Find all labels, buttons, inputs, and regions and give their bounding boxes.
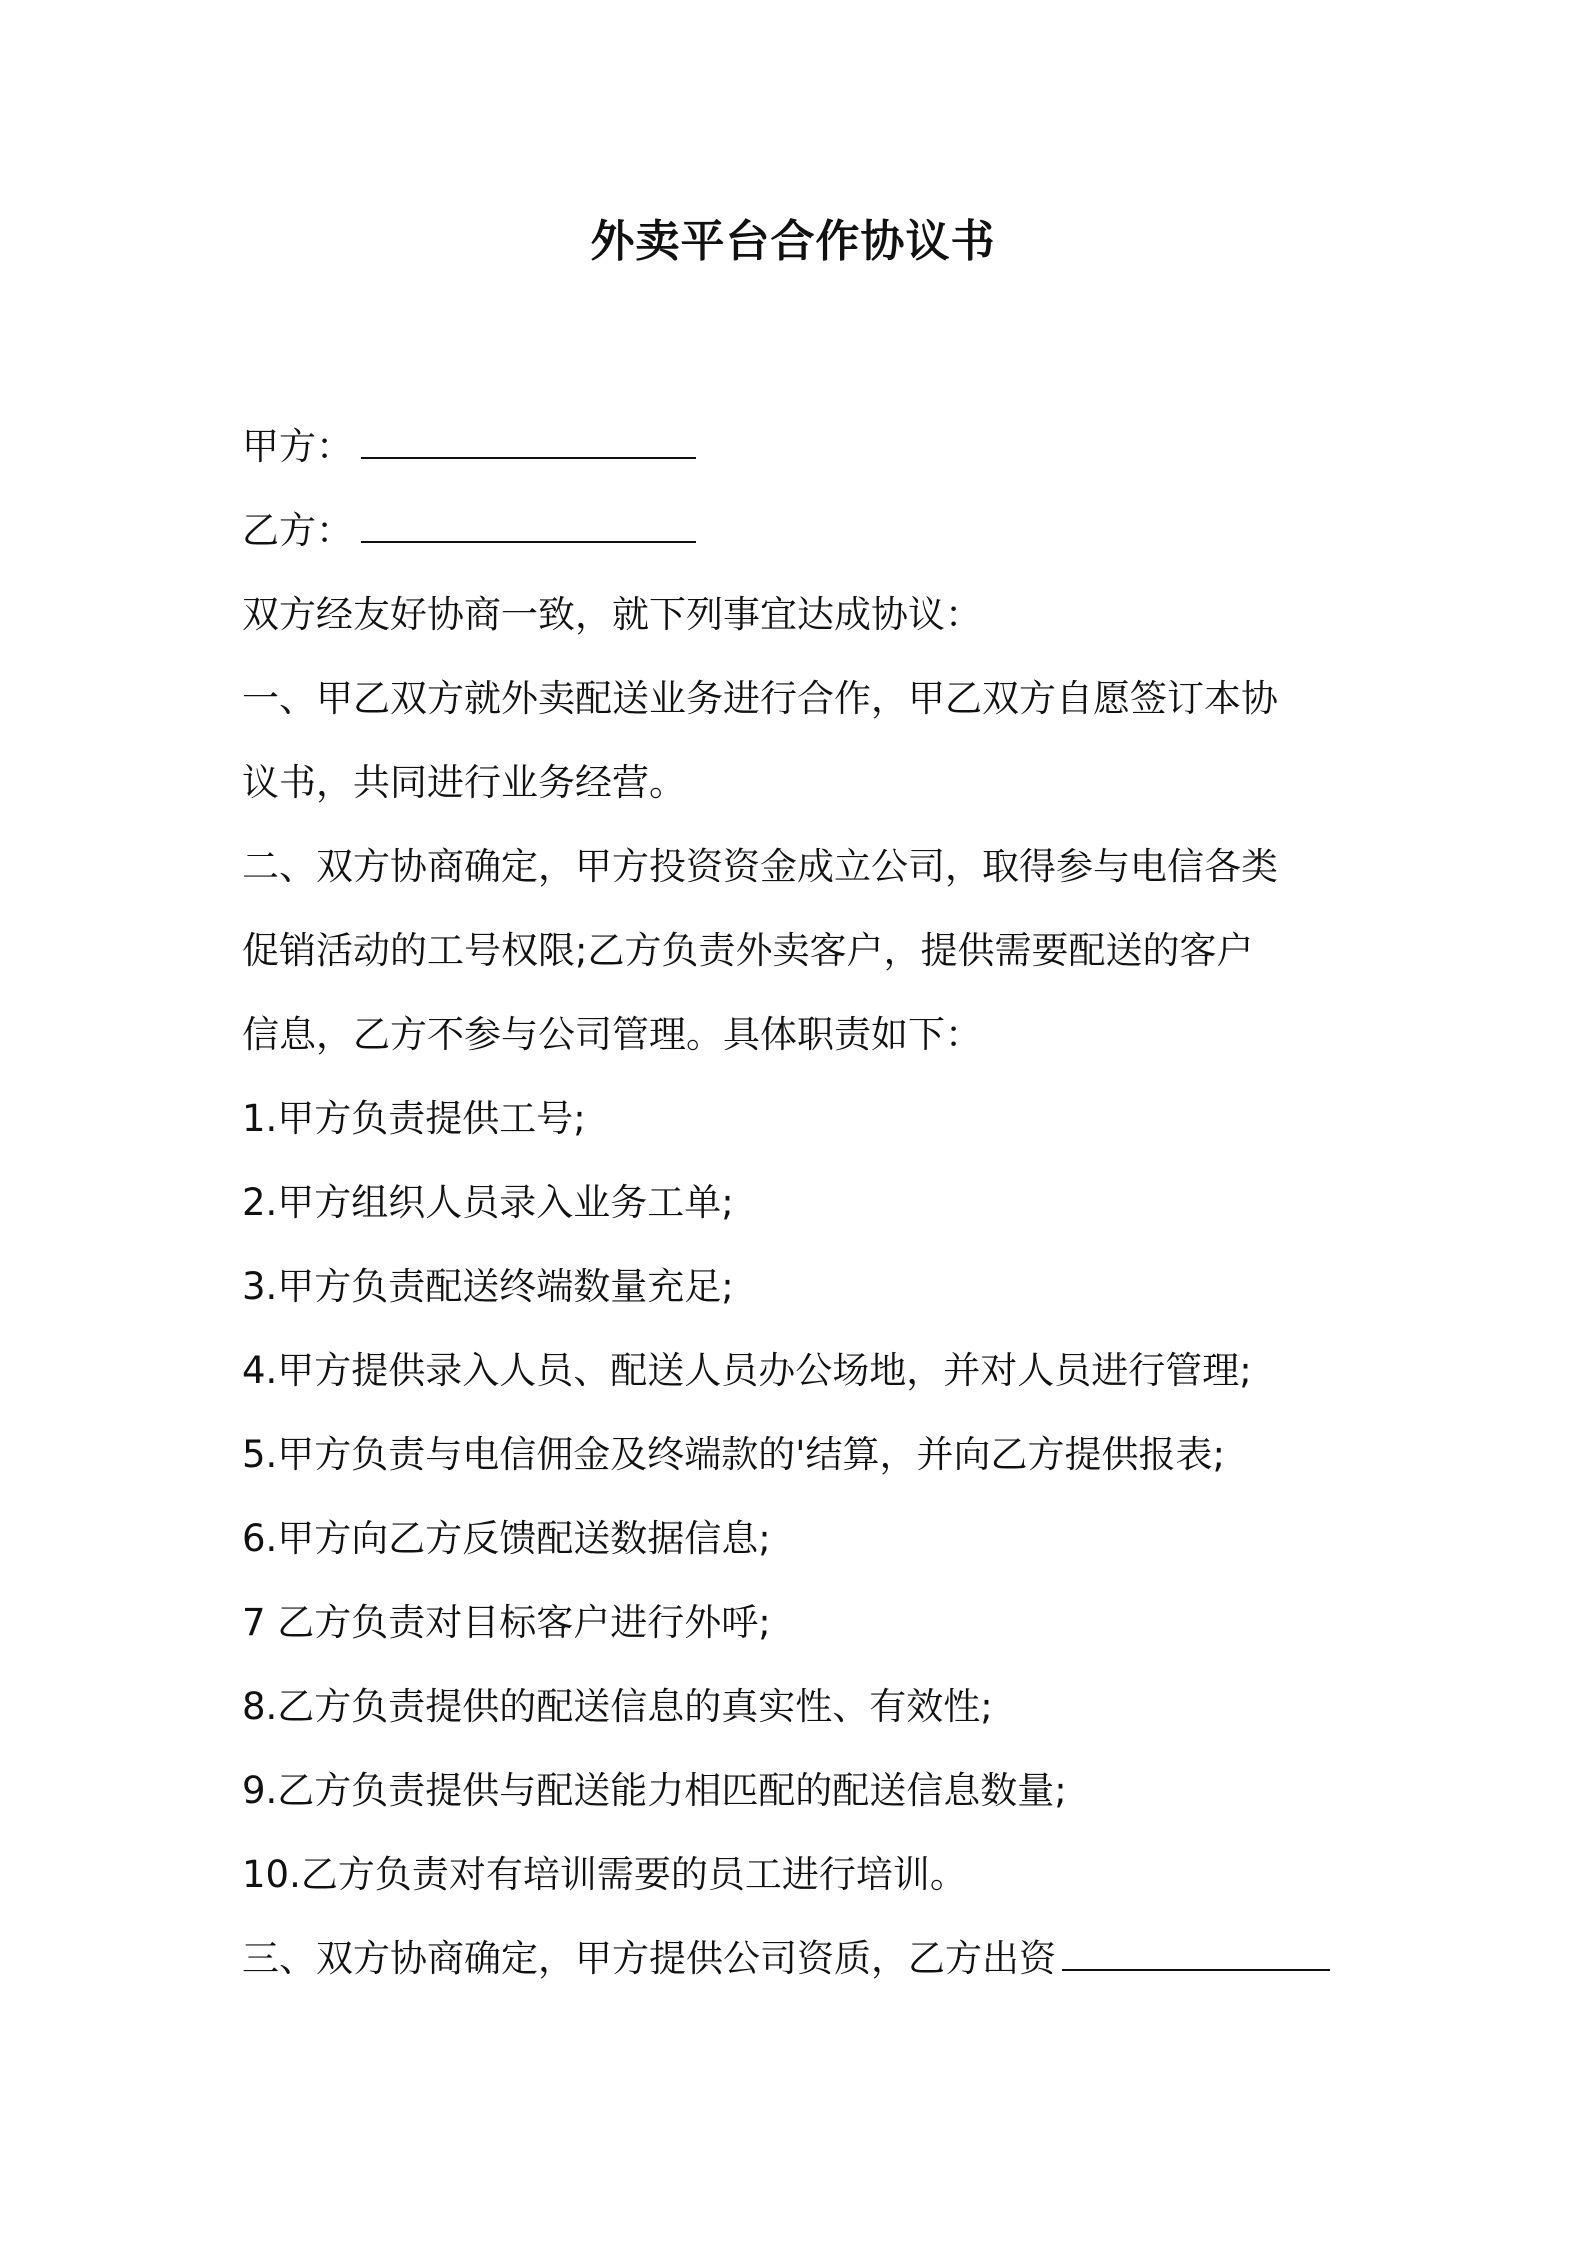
party-b-line bbox=[242, 489, 1362, 573]
duty-item-10: 10.乙方负责对有培训需要的员工进行培训。 bbox=[242, 1853, 967, 1896]
clause-2-line-2: 促销活动的工号权限;乙方负责外卖客户，提供需要配送的客户 bbox=[242, 929, 1254, 972]
duty-item-4: 4.甲方提供录入人员、配送人员办公场地，并对人员进行管理; bbox=[242, 1349, 1252, 1392]
investment-amount-blank bbox=[1062, 1943, 1330, 1971]
clause-2-line-1: 二、双方协商确定，甲方投资资金成立公司，取得参与电信各类 bbox=[242, 845, 1278, 888]
clause-1-line-2: 议书，共同进行业务经营。 bbox=[242, 761, 686, 804]
clause-3-text: 三、双方协商确定，甲方提供公司资质，乙方出资 bbox=[242, 1937, 1056, 1980]
duty-item-2: 2.甲方组织人员录入业务工单; bbox=[242, 1181, 734, 1224]
duty-item-5: 5.甲方负责与电信佣金及终端款的'结算，并向乙方提供报表; bbox=[242, 1433, 1225, 1476]
clause-2-line-3: 信息，乙方不参与公司管理。具体职责如下： bbox=[242, 1013, 982, 1056]
duty-item-7: 7 乙方负责对目标客户进行外呼; bbox=[242, 1601, 771, 1644]
party-a-label: 甲方： bbox=[242, 425, 353, 468]
duty-item-1: 1.甲方负责提供工号; bbox=[242, 1097, 586, 1140]
duty-item-6: 6.甲方向乙方反馈配送数据信息; bbox=[242, 1517, 771, 1560]
party-a-line bbox=[242, 405, 1362, 489]
intro-paragraph: 双方经友好协商一致，就下列事宜达成协议： bbox=[242, 593, 982, 636]
party-b-blank bbox=[361, 515, 696, 543]
document-title: 外卖平台合作协议书 bbox=[590, 216, 996, 267]
party-a-blank bbox=[361, 431, 696, 459]
clause-1-line-1: 一、甲乙双方就外卖配送业务进行合作，甲乙双方自愿签订本协 bbox=[242, 677, 1278, 720]
clause-3-line-1 bbox=[242, 1917, 1362, 2001]
duty-item-3: 3.甲方负责配送终端数量充足; bbox=[242, 1265, 734, 1308]
duty-item-8: 8.乙方负责提供的配送信息的真实性、有效性; bbox=[242, 1685, 993, 1728]
duty-item-9: 9.乙方负责提供与配送能力相匹配的配送信息数量; bbox=[242, 1769, 1067, 1812]
party-b-label: 乙方： bbox=[242, 509, 353, 552]
document-body bbox=[242, 405, 1362, 2001]
